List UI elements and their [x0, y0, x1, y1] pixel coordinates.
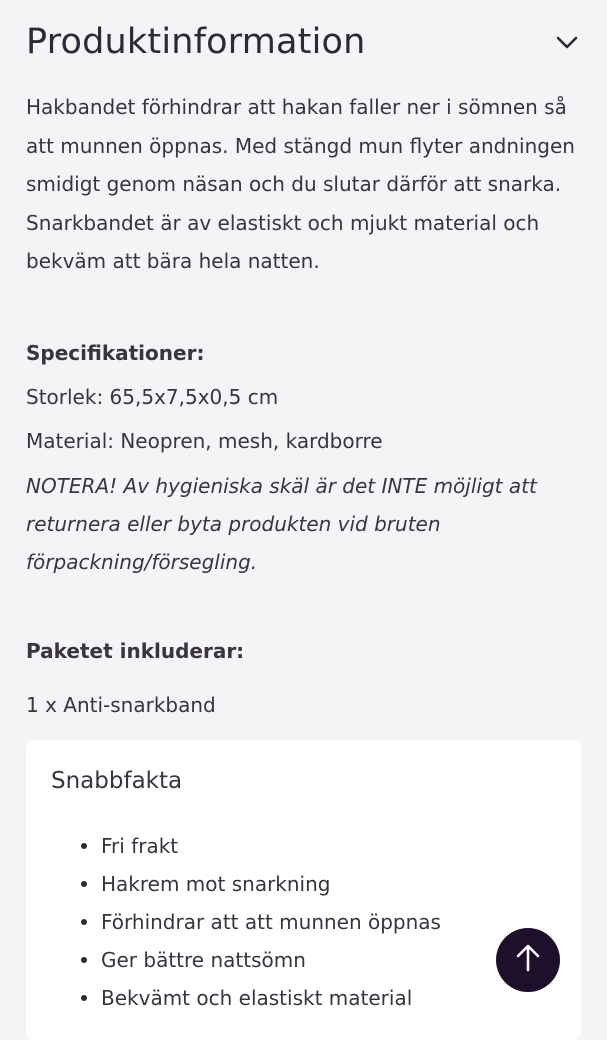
bullet-icon: [81, 843, 87, 849]
bullet-icon: [81, 881, 87, 887]
list-item: [101, 827, 441, 865]
list-item: [101, 903, 441, 941]
product-description: Hakbandet förhindrar att hakan faller ner i sömnen så att munnen öppnas. Med stängd mun flyter andningen smidigt genom näsan och du slutar därför att snarka. Snarkbandet är av elastiskt och mjukt material och bekväm att bära hela natten.: [26, 95, 575, 273]
list-item: [101, 941, 441, 979]
bullet-icon: [81, 995, 87, 1001]
product-info-header[interactable]: [26, 14, 581, 70]
bullet-icon: [81, 919, 87, 925]
chevron-down-icon[interactable]: [553, 28, 581, 56]
section-title: Produktinformation: [26, 22, 366, 62]
bullet-icon: [81, 957, 87, 963]
back-to-top-button[interactable]: [496, 928, 560, 992]
list-item: [101, 865, 441, 903]
arrow-up-icon: [514, 943, 542, 977]
list-item-label: Förhindrar att att munnen öppnas: [101, 910, 441, 934]
spec-size: Storlek: 65,5x7,5x0,5 cm: [26, 384, 279, 409]
quick-facts-list: [101, 827, 441, 1017]
quick-facts-card: [26, 740, 581, 1040]
list-item: [101, 979, 441, 1017]
quick-facts-title: Snabbfakta: [51, 768, 183, 794]
list-item-label: Ger bättre nattsömn: [101, 948, 306, 972]
list-item-label: Fri frakt: [101, 834, 179, 858]
product-info-content: [26, 88, 577, 721]
list-item-label: Bekvämt och elastiskt material: [101, 986, 413, 1010]
list-item-label: Hakrem mot snarkning: [101, 872, 331, 896]
package-item: 1 x Anti-snarkband: [26, 692, 216, 717]
spec-material: Material: Neopren, mesh, kardborre: [26, 428, 383, 453]
package-heading: Paketet inkluderar:: [26, 638, 245, 663]
hygiene-note: NOTERA! Av hygieniska skäl är det INTE möjligt att returnera eller byta produkten vid bruten förpackning/försegling.: [26, 473, 537, 574]
specifications-heading: Specifikationer:: [26, 340, 205, 365]
